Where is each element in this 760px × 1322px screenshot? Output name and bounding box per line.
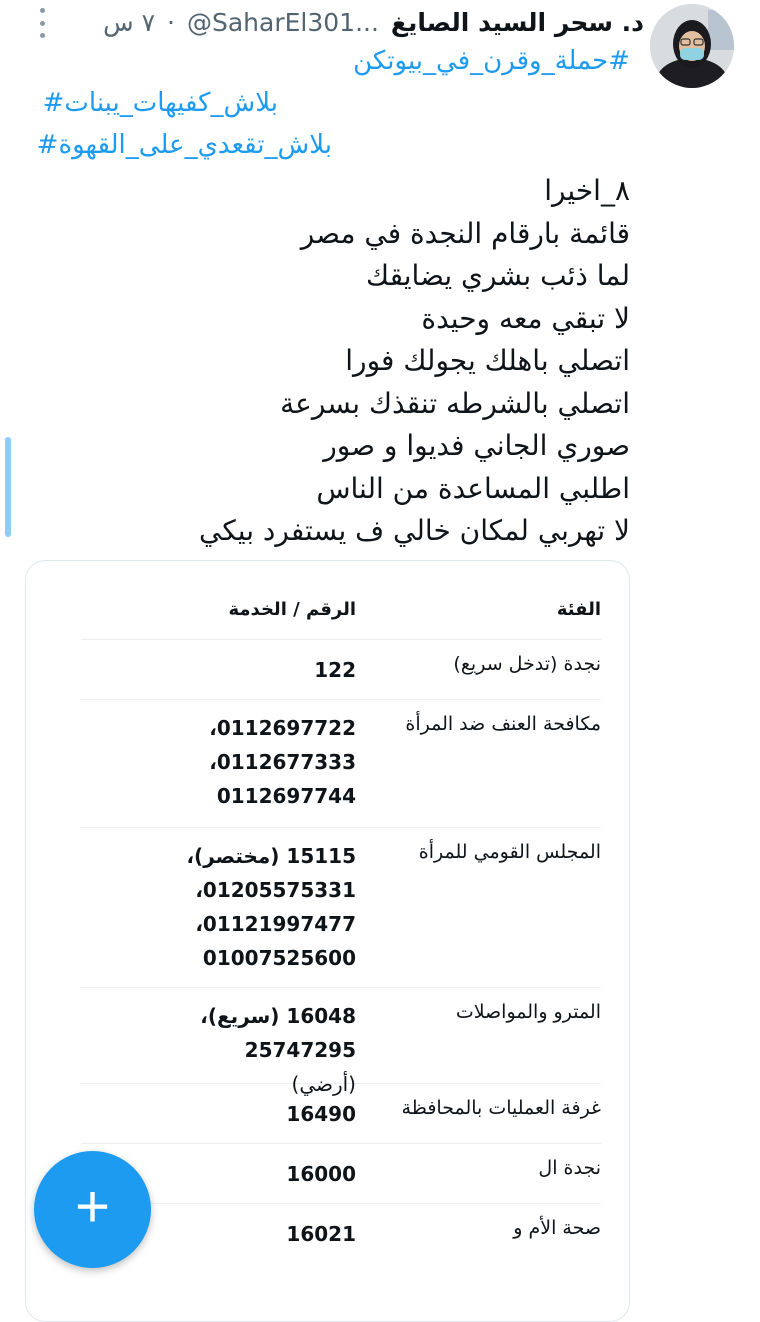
tweet-header [103, 8, 644, 37]
tweet-time[interactable]: ٧ س [103, 8, 156, 37]
display-name[interactable]: د. سحر السيد الصايغ [390, 8, 644, 37]
category-cell: صحة الأم و [513, 1217, 601, 1239]
table-row [81, 987, 601, 1096]
table-row [81, 827, 601, 988]
table-row [81, 1083, 601, 1144]
table-row [81, 699, 601, 828]
tweet-line: لما ذئب بشري يضايقك [365, 259, 630, 292]
tweet-text [199, 170, 630, 553]
tweet-line: اتصلي باهلك يجولك فورا [345, 344, 630, 377]
number-cell: 15115 (مختصر)، 01205575331، 01121997477، 01007525600 [186, 844, 356, 970]
tweet-line: اتصلي بالشرطه تنقذك بسرعة [280, 386, 630, 420]
user-handle[interactable]: @SaharEl301... [186, 8, 379, 37]
table-header-row [81, 585, 601, 640]
compose-tweet-button[interactable] [34, 1151, 151, 1268]
number-cell: 16048 (سريع)، 25747295 (أرضي) [200, 1004, 356, 1096]
hashtag-link[interactable]: #حملة_وقرن_في_بيوتكن [353, 46, 630, 76]
separator: · [167, 8, 175, 37]
table-row [81, 1143, 601, 1204]
number-cell: 16000 [286, 1162, 356, 1186]
tweet-line: اطلبي المساعدة من الناس [316, 471, 630, 505]
number-cell: 16021 [286, 1222, 356, 1246]
number-cell: 16490 [286, 1102, 356, 1126]
avatar[interactable] [650, 4, 734, 88]
user-photo-icon [650, 4, 734, 88]
category-cell: نجدة ال [538, 1157, 601, 1179]
tweet-line: قائمة بارقام النجدة في مصر [300, 216, 630, 250]
tweet-line: صوري الجاني فديوا و صور [323, 429, 630, 462]
category-cell: المترو والمواصلات [455, 1001, 601, 1023]
tweet-line: ٨_اخيرا [544, 174, 630, 207]
number-cell: 0112697722، 0112677333، 0112697744 [209, 716, 356, 808]
hashtag-link[interactable]: بلاش_تقعدي_على_القهوة# [36, 130, 332, 160]
header-category: الفئة [556, 599, 601, 620]
tweet-line: لا تهربي لمكان خالي ف يستفرد بيكي [198, 514, 630, 547]
table-row [81, 639, 601, 700]
category-cell: المجلس القومي للمرأة [418, 841, 601, 863]
category-cell: مكافحة العنف ضد المرأة [405, 713, 601, 735]
category-cell: نجدة (تدخل سريع) [453, 653, 601, 675]
tweet-line: لا تبقي معه وحيدة [421, 301, 630, 335]
scroll-indicator [5, 437, 11, 537]
hashtag-link[interactable]: بلاش_كفيهات_يبنات# [42, 88, 278, 118]
table-row [81, 1203, 601, 1263]
category-cell: غرفة العمليات بالمحافظة [401, 1097, 601, 1119]
number-cell: 122 [314, 658, 356, 682]
plus-icon: + [74, 1172, 111, 1240]
more-options-icon[interactable] [34, 8, 50, 38]
header-number: الرقم / الخدمة [228, 599, 356, 620]
